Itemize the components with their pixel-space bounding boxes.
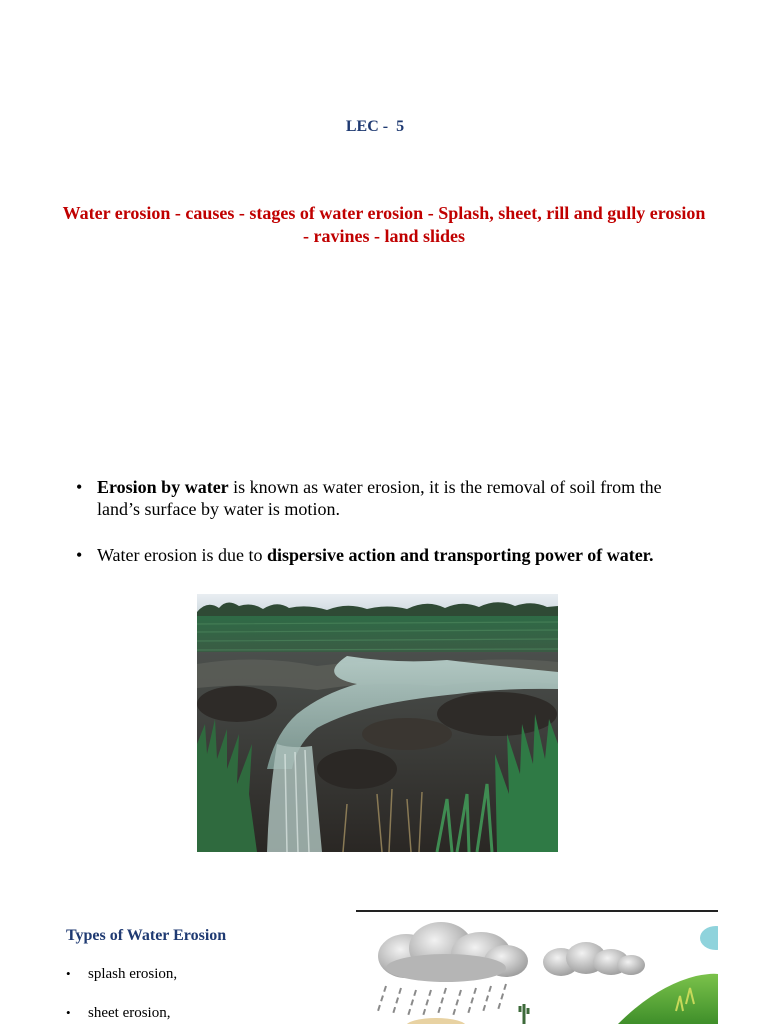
bullet-text: Water erosion is due to — [97, 545, 268, 565]
water-erosion-photo — [197, 594, 558, 852]
list-item-label: splash erosion, — [88, 966, 178, 982]
cloud-icon — [543, 942, 645, 976]
bullet-list — [76, 476, 686, 566]
types-heading: Types of Water Erosion — [66, 927, 227, 944]
list-item-label: sheet erosion, — [88, 1005, 171, 1021]
divider — [356, 910, 718, 912]
erosion-diagram-illustration — [356, 916, 718, 1024]
bullet-bold-text: Erosion by water — [97, 477, 229, 497]
bullet-marker: • — [76, 477, 83, 497]
bullet-marker: • — [66, 1005, 71, 1020]
page-title: Water erosion - causes - stages of water erosion - Splash, sheet, rill and gully erosion - ravines - land slides — [62, 203, 706, 246]
bullet-text: is known as water erosion, it is the removal of soil from the land’s surface by water is motion. — [97, 477, 662, 519]
types-list — [66, 964, 177, 1023]
cloud-icon — [378, 922, 528, 982]
bullet-bold-text: dispersive action and transporting power of water. — [267, 545, 654, 565]
lecture-number: LEC - 5 — [345, 118, 405, 135]
bullet-item-erosion-cause — [76, 544, 686, 566]
list-item — [66, 964, 177, 984]
bullet-marker: • — [76, 545, 83, 565]
bullet-marker: • — [66, 966, 71, 981]
bullet-item-erosion-by-water — [76, 476, 686, 520]
list-item — [66, 1003, 177, 1023]
